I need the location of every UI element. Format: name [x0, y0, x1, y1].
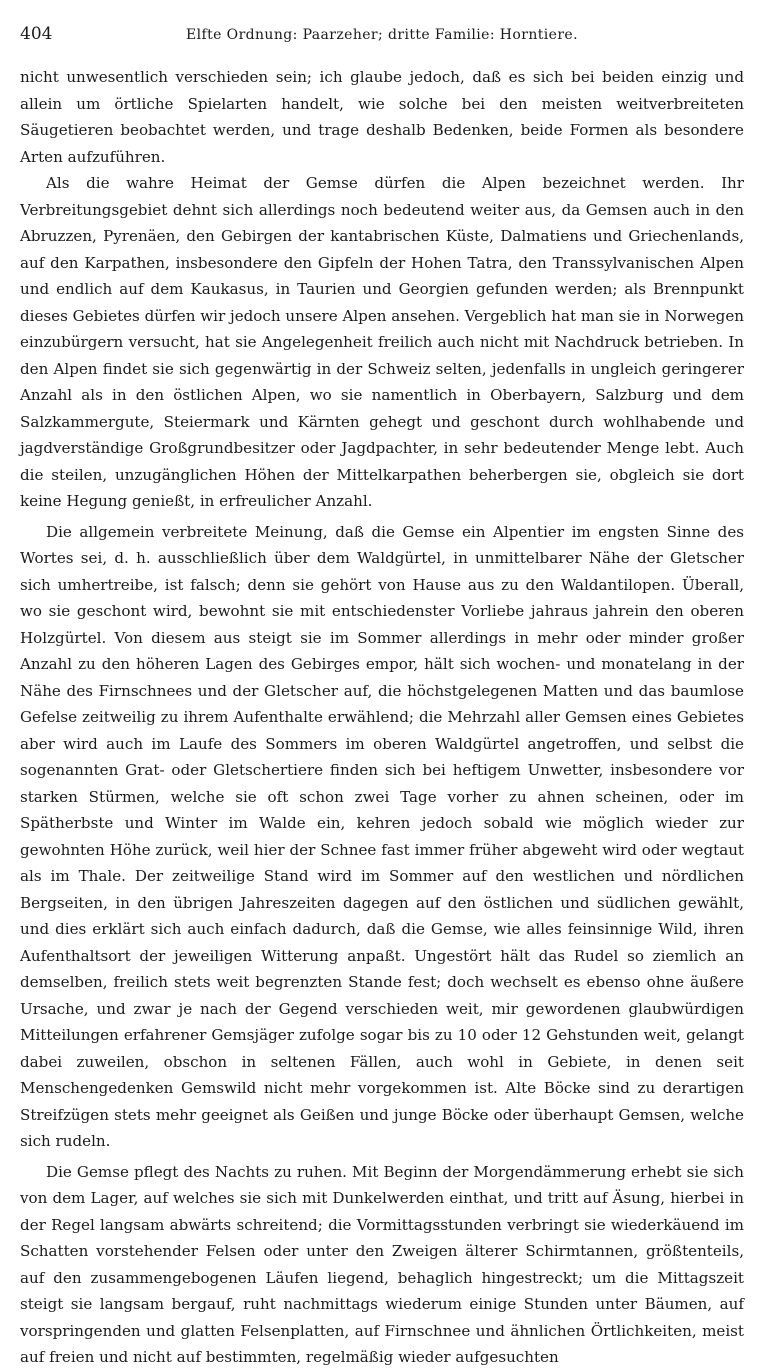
page-number: 404	[20, 24, 53, 44]
body-text	[20, 64, 744, 1371]
paragraph-daily-routine: Die Gemse pflegt des Nachts zu ruhen. Mit Beginn der Morgendämmerung erhebt sie sich von dem Lager, auf welches sie sich mit Dunkelwerden einthat, und tritt auf Äsung, hierbei in der Regel langsam abwärts schreitend; die Vormittagsstunden verbringt sie wiederkäuend im Schatten vorstehender Felsen oder unter den Zweigen älterer Schirmtannen, größtenteils, auf den zusammengebogenen Läufen liegend, behaglich hingestreckt; um die Mittagszeit steigt sie langsam bergauf, ruht nachmittags wiederum einige Stunden unter Bäumen, auf vorspringenden und glatten Felsenplatten, auf Firnschnee und ähnlichen Örtlichkeiten, meist auf freien und nicht auf bestimmten, regelmäßig wieder aufgesuchten	[20, 1162, 744, 1366]
paragraph-continued: nicht unwesentlich verschieden sein; ich glaube jedoch, daß es sich bei beiden einzig und allein um örtliche Spielarten handelt, wie solche bei den meisten weitverbreiteten Säugetieren beobachtet werden, und trage deshalb Bedenken, beide Formen als besondere Arten aufzuführen.	[20, 68, 744, 166]
paragraph-distribution: Die allgemein verbreitete Meinung, daß die Gemse ein Alpentier im engsten Sinne des Wortes sei, d. h. ausschließlich über dem Waldgürtel, in unmittelbarer Nähe der Gletscher sich umhertreibe, ist falsch; denn sie gehört von Hause aus zu den Waldantilopen. Überall, wo sie geschont wird, bewohnt sie mit entschiedenster Vorliebe jahraus jahrein den oberen Holzgürtel. Von diesem aus steigt sie im Sommer allerdings in mehr oder minder großer Anzahl zu den höheren Lagen des Gebirges empor, hält sich wochen- und monatelang in der Nähe des Firnschnees und der Gletscher auf, die höchstgelegenen Matten und das baumlose Gefelse zeitweilig zu ihrem Aufenthalte erwählend; die Mehrzahl aller Gemsen eines Gebietes aber wird auch im Laufe des Sommers im oberen Waldgürtel angetroffen, und selbst die sogenannten Grat- oder Gletschertiere finden sich bei heftigem Unwetter, insbesondere vor starken Stürmen, welche sie oft schon zwei Tage vorher zu ahnen scheinen, oder im Spätherbste und Winter im Walde ein, kehren jedoch sobald wie möglich wieder zur gewohnten Höhe zurück, weil hier der Schnee fast immer früher abgeweht wird oder wegtaut als im Thale. Der zeitweilige Stand wird im Sommer auf den westlichen und nördlichen Bergseiten, in den übrigen Jahreszeiten dagegen auf den östlichen und südlichen gewählt, und dies erklärt sich auch einfach dadurch, daß die Gemse, wie alles feinsinnige Wild, ihren Aufenthaltsort der jeweiligen Witterung anpaßt. Ungestört hält das Rudel so ziemlich an demselben, freilich stets weit begrenzten Stande fest; doch wechselt es ebenso ohne äußere Ursache, und zwar je nach der Gegend verschieden weit, mir gewordenen glaubwürdigen Mitteilungen erfahrener Gemsjäger zufolge sogar bis zu 10 oder 12 Gehstunden weit, gelangt dabei zuweilen, obschon in seltenen Fällen, auch wohl in Gebiete, in denen seit Menschengedenken Gemswild nicht mehr vorgekommen ist. Alte Böcke sind zu derartigen Streifzügen stets mehr geeignet als Geißen und junge Böcke oder überhaupt Gemsen, welche sich rudeln.	[20, 522, 744, 1150]
page-header	[20, 24, 744, 54]
running-head: Elfte Ordnung: Paarzeher; dritte Familie: Horntiere.	[186, 27, 578, 43]
document-page	[20, 24, 744, 1371]
paragraph-habitat: Als die wahre Heimat der Gemse dürfen die Alpen bezeichnet werden. Ihr Verbreitungsgebiet dehnt sich allerdings noch bedeutend weiter aus, da Gemsen auch in den Abruzzen, Pyrenäen, den Gebirgen der kantabrischen Küste, Dalmatiens und Griechenlands, auf den Karpathen, insbesondere den Gipfeln der Hohen Tatra, den Transsylvanischen Alpen und endlich auf dem Kaukasus, in Taurien und Georgien gefunden werden; als Brennpunkt dieses Gebietes dürfen wir jedoch unsere Alpen ansehen. Vergeblich hat man sie in Norwegen einzubürgern versucht, hat sie Angelegenheit freilich auch nicht mit Nachdruck betrieben. In den Alpen findet sie sich gegenwärtig in der Schweiz selten, jedenfalls in ungleich geringerer Anzahl als in den östlichen Alpen, wo sie namentlich in Oberbayern, Salzburg und dem Salzkammergute, Steiermark und Kärnten gehegt und geschont durch wohlhabende und jagdverständige Großgrundbesitzer oder Jagdpachter, in sehr bedeutender Menge lebt. Auch die steilen, unzugänglichen Höhen der Mittelkarpathen beherbergen sie, obgleich sie dort keine Hegung genießt, in erfreulicher Anzahl.	[20, 174, 744, 510]
